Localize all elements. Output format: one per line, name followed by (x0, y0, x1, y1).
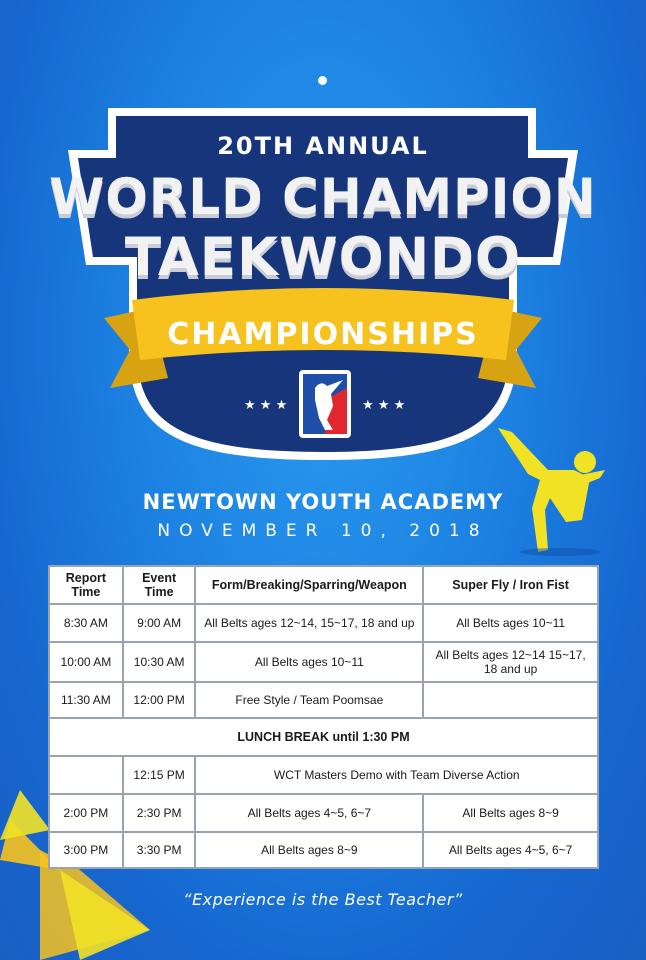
superfly-cell (423, 682, 598, 718)
schedule-table (48, 565, 599, 869)
event-time-cell: 3:30 PM (123, 832, 196, 868)
event-time-cell: 9:00 AM (123, 604, 196, 642)
lunch-row (49, 718, 598, 756)
title-line-2: TAEKWONDO (124, 227, 522, 288)
superfly-cell: All Belts ages 10~11 (423, 604, 598, 642)
header-event-time: Event Time (123, 566, 196, 604)
table-row (49, 832, 598, 868)
table-row (49, 794, 598, 832)
form-cell: Free Style / Team Poomsae (195, 682, 423, 718)
event-time-cell: 12:00 PM (123, 682, 196, 718)
demo-cell: WCT Masters Demo with Team Diverse Action (195, 756, 598, 794)
report-time-cell: 2:00 PM (49, 794, 123, 832)
header-report-time: Report Time (49, 566, 123, 604)
table-row (49, 642, 598, 682)
annual-label: 20TH ANNUAL (217, 132, 429, 160)
superfly-cell: All Belts ages 8~9 (423, 794, 598, 832)
table-header-row (49, 566, 598, 604)
header-superfly: Super Fly / Iron Fist (423, 566, 598, 604)
header-form: Form/Breaking/Sparring/Weapon (195, 566, 423, 604)
footer-quote: “Experience is the Best Teacher” (183, 890, 463, 909)
superfly-cell: All Belts ages 12~14 15~17, 18 and up (423, 642, 598, 682)
event-time-cell: 12:15 PM (123, 756, 196, 794)
event-time-cell: 2:30 PM (123, 794, 196, 832)
report-time-cell: 11:30 AM (49, 682, 123, 718)
event-time-cell: 10:30 AM (123, 642, 196, 682)
report-time-cell: 10:00 AM (49, 642, 123, 682)
svg-text:★ ★ ★: ★ ★ ★ (362, 398, 406, 413)
academy-name: NEWTOWN YOUTH ACADEMY (142, 490, 504, 514)
event-date: NOVEMBER 10, 2018 (157, 521, 489, 541)
table-row (49, 604, 598, 642)
form-cell: All Belts ages 10~11 (195, 642, 423, 682)
title-line-1: WORLD CHAMPION (49, 168, 597, 226)
table-row (49, 682, 598, 718)
championships-banner: CHAMPIONSHIPS (167, 317, 479, 352)
report-time-cell: 3:00 PM (49, 832, 123, 868)
svg-text:★ ★ ★: ★ ★ ★ (244, 398, 288, 413)
report-time-cell (49, 756, 123, 794)
demo-row (49, 756, 598, 794)
report-time-cell: 8:30 AM (49, 604, 123, 642)
superfly-cell: All Belts ages 4~5, 6~7 (423, 832, 598, 868)
form-cell: All Belts ages 4~5, 6~7 (195, 794, 423, 832)
form-cell: All Belts ages 8~9 (195, 832, 423, 868)
form-cell: All Belts ages 12~14, 15~17, 18 and up (195, 604, 423, 642)
lunch-break-cell: LUNCH BREAK until 1:30 PM (49, 718, 598, 756)
